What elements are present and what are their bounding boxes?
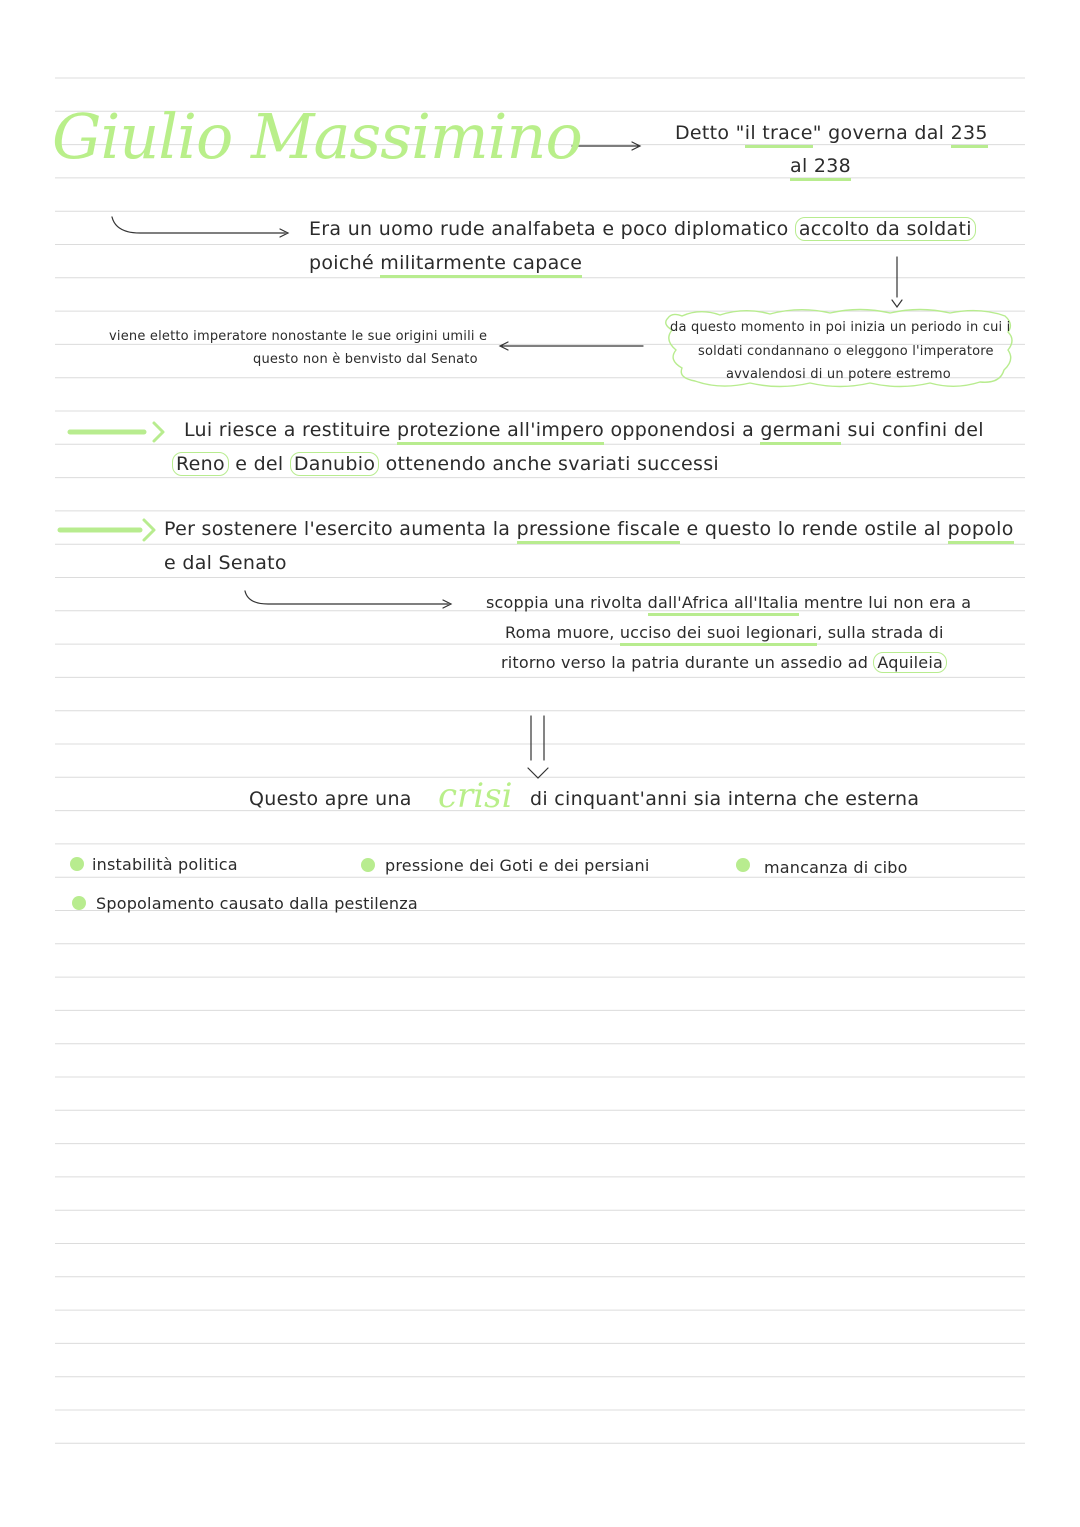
protection-line-2: Reno e del Danubio ottenendo anche svariati successi — [172, 453, 719, 475]
reign-end-year: al 238 — [790, 155, 851, 181]
bullet-item: pressione dei Goti e dei persiani — [385, 856, 650, 875]
page-title: Giulio Massimino — [52, 100, 582, 173]
bullet-dot — [72, 896, 86, 910]
nickname-note: Detto "il trace" governa dal 235 — [675, 122, 988, 144]
election-note-line-1: viene eletto imperatore nonostante le sue origini umili e — [109, 329, 488, 344]
cloud-note-line-2: soldati condannano o eleggono l'imperatore — [698, 344, 994, 359]
bullet-item: instabilità politica — [92, 855, 238, 874]
military-capability: poiché militarmente capace — [309, 252, 582, 274]
character-description: Era un uomo rude analfabeta e poco diplomatico accolto da soldati — [309, 218, 976, 240]
crisis-after: di cinquant'anni sia interna che esterna — [530, 788, 920, 810]
bullet-item: mancanza di cibo — [764, 858, 908, 877]
protection-line-1: Lui riesce a restituire protezione all'impero opponendosi a germani sui confini del — [184, 419, 984, 441]
bullet-dot — [736, 858, 750, 872]
election-note-line-2: questo non è benvisto dal Senato — [253, 352, 478, 367]
crisis-before: Questo apre una — [249, 788, 412, 810]
revolt-line-1: scoppia una rivolta dall'Africa all'Italia mentre lui non era a — [486, 593, 971, 612]
revolt-line-2: Roma muore, ucciso dei suoi legionari, sulla strada di — [505, 623, 944, 642]
bullet-item: Spopolamento causato dalla pestilenza — [96, 894, 418, 913]
revolt-line-3: ritorno verso la patria durante un assedio ad Aquileia — [501, 653, 947, 672]
bullet-dot — [70, 857, 84, 871]
fiscal-line-1: Per sostenere l'esercito aumenta la pressione fiscale e questo lo rende ostile al popolo — [164, 518, 1014, 540]
cloud-note-line-3: avvalendosi di un potere estremo — [726, 367, 951, 382]
fiscal-line-2: e dal Senato — [164, 552, 287, 574]
crisis-word: crisi — [438, 776, 513, 816]
cloud-note-line-1: da questo momento in poi inizia un periodo in cui i — [670, 320, 1011, 335]
bullet-dot — [361, 858, 375, 872]
